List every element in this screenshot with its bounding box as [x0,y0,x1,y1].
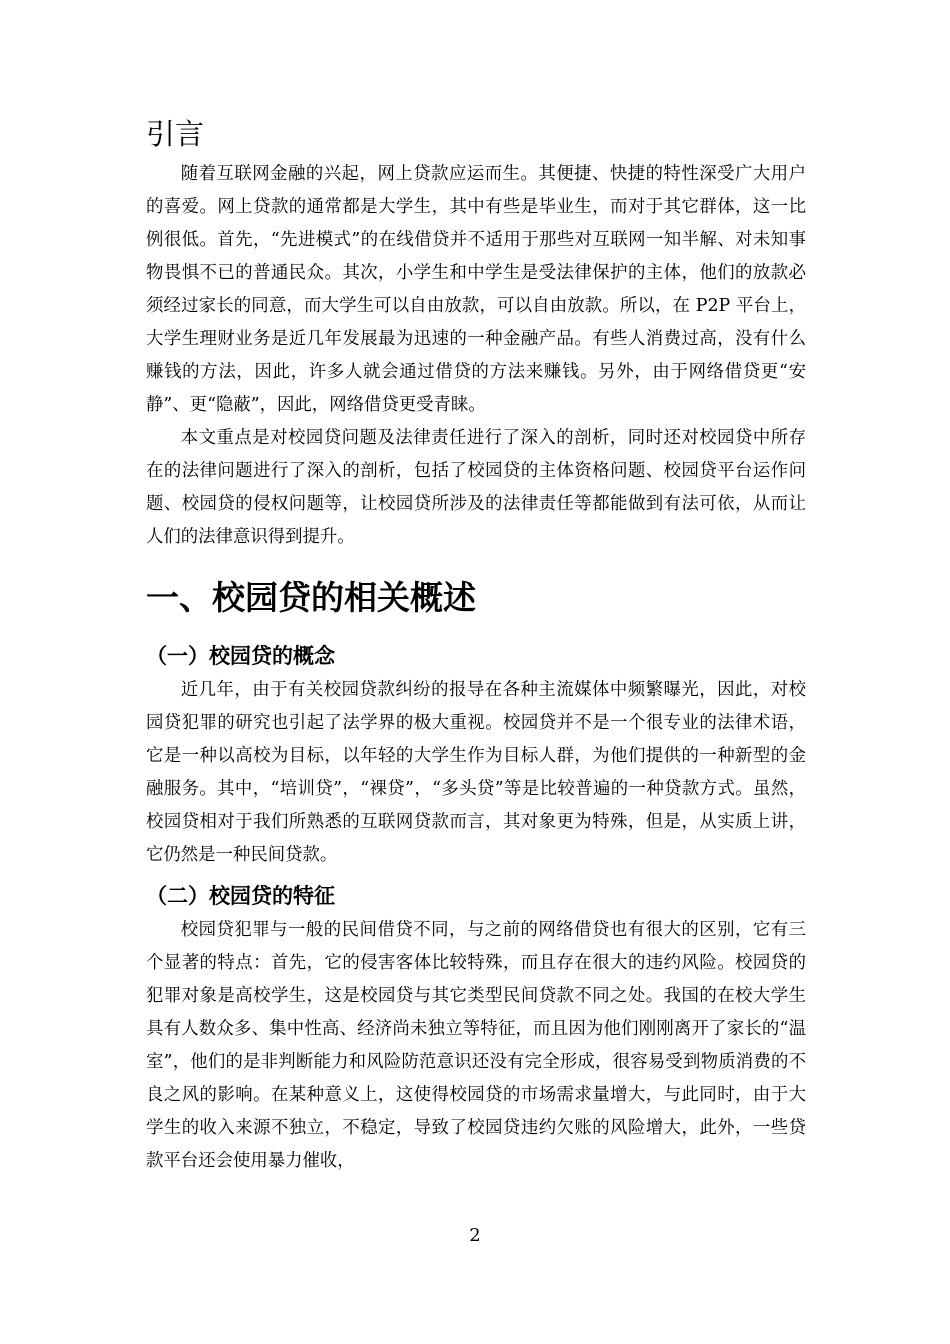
section-heading-concept: （一）校园贷的概念 [146,644,335,668]
section-heading-features: （二）校园贷的特征 [146,884,335,908]
intro-paragraph-1: 随着互联网金融的兴起，网上贷款应运而生。其便捷、快捷的特性深受广大用户的喜爱。网上贷款的通常都是大学生，其中有些是毕业生，而对于其它群体，这一比例很低。首先，“先进模式”的在线借贷并不适用于那些对互联网一知半解、对未知事物畏惧不已的普通民众。其次，小学生和中学生是受法律保护的主体，他们的放款必须经过家长的同意，而大学生可以自由放款，可以自由放款。所以，在 P2P 平台上，大学生理财业务是近几年发展最为迅速的一种金融产品。有些人消费过高，没有什么赚钱的方法，因此，许多人就会通过借贷的方法来赚钱。另外，由于网络借贷更“安静”、更“隐蔽”，因此，网络借贷更受青睐。 [146,164,806,415]
intro-paragraph-2: 本文重点是对校园贷问题及法律责任进行了深入的剖析，同时还对校园贷中所存在的法律问题进行了深入的剖析，包括了校园贷的主体资格问题、校园贷平台运作问题、校园贷的侵权问题等，让校园贷所涉及的法律责任等都能做到有法可依，从而让人们的法律意识得到提升。 [146,428,806,547]
intro-heading: 引言 [146,117,205,151]
chapter-heading: 一、校园贷的相关概述 [146,578,476,617]
page-body [146,112,806,1178]
section-paragraph-concept: 近几年，由于有关校园贷款纠纷的报导在各种主流媒体中频繁曝光，因此，对校园贷犯罪的研究也引起了法学界的极大重视。校园贷并不是一个很专业的法律术语，它是一种以高校为目标，以年轻的大学生作为目标人群，为他们提供的一种新型的金融服务。其中，“培训贷”，“裸贷”，“多头贷”等是比较普遍的一种贷款方式。虽然，校园贷相对于我们所熟悉的互联网贷款而言，其对象更为特殊，但是，从实质上讲，它仍然是一种民间贷款。 [146,680,806,865]
section-paragraph-features: 校园贷犯罪与一般的民间借贷不同，与之前的网络借贷也有很大的区别，它有三个显著的特点：首先，它的侵害客体比较特殊，而且存在很大的违约风险。校园贷的犯罪对象是高校学生，这是校园贷与其它类型民间贷款不同之处。我国的在校大学生具有人数众多、集中性高、经济尚未独立等特征，而且因为他们刚刚离开了家长的“温室”，他们的是非判断能力和风险防范意识还没有完全形成，很容易受到物质消费的不良之风的影响。在某种意义上，这使得校园贷的市场需求量增大，与此同时，由于大学生的收入来源不独立，不稳定，导致了校园贷违约欠账的风险增大，此外，一些贷款平台还会使用暴力催收， [146,920,806,1171]
page-number: 2 [469,1225,481,1246]
